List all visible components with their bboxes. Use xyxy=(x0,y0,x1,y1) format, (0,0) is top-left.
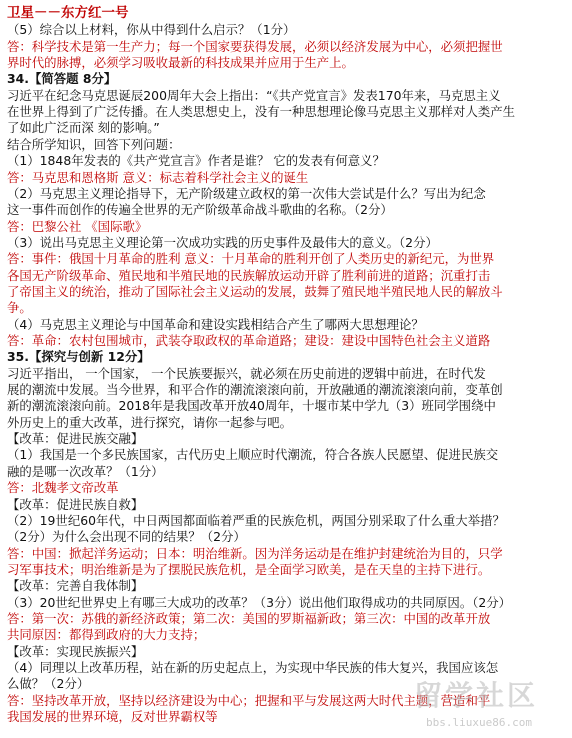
text-line-33: （2分）为什么会出现不同的结果？（2分） xyxy=(7,529,246,545)
text-line-38: 答：第一次：苏俄的新经济政策；第二次：美国的罗斯福新政；第三次：中国的改革开放 xyxy=(7,610,491,626)
text-line-18: 了帝国主义的统治，推动了国际社会主义运动的发展，鼓舞了殖民地半殖民地人民的解放斗 xyxy=(7,283,503,299)
text-line-13: 这一事件而创作的传遍全世界的无产阶级革命战斗歌曲的名称。（2分） xyxy=(7,202,393,218)
text-line-12: （2）马克思主义理论指导下，无产阶级建立政权的第一次伟大尝试是什么？写出为纪念 xyxy=(7,185,486,201)
text-line-7: 在世界上得到了广泛传播。在人类思想史上，没有一种思想理论像马克思主义那样对人类产生 xyxy=(7,104,516,120)
text-line-37: （3）20世纪世界史上有哪三大成功的改革？（3分）说出他们取得成功的共同原因。（2分） xyxy=(7,594,512,610)
watermark-url: bbs.liuxue86.com xyxy=(426,716,532,729)
text-line-29: 融的是哪一次改革？（1分） xyxy=(7,463,164,479)
text-line-6: 习近平在纪念马克思诞辰200周年大会上指出：“《共产党宣言》发表170年来，马克思主义 xyxy=(7,87,501,103)
text-line-26: 外历史上的重大改革，进行探究，请你一起参与吧。 xyxy=(7,414,292,430)
text-line-17: 各国无产阶级革命、殖民地和半殖民地的民族解放运动开辟了胜利前进的道路；沉重打击 xyxy=(7,267,491,283)
text-line-34: 答：中国：掀起洋务运动；日本：明治维新。因为洋务运动是在维护封建统治为目的，只学 xyxy=(7,545,503,561)
text-line-15: （3）说出马克思主义理论第一次成功实践的历史事件及最伟大的意义。（2分） xyxy=(7,234,438,250)
text-line-39: 共同原因：都得到政府的大力支持； xyxy=(7,627,206,643)
text-line-8: 了如此广泛而深 刻的影响。” xyxy=(7,120,160,136)
text-line-10: （1）1848年发表的《共产党宣言》作者是谁？ 它的发表有何意义？ xyxy=(7,153,385,169)
site-watermark xyxy=(408,676,572,738)
text-line-43: 答：坚持改革开放，坚持以经济建设为中心；把握和平与发展这两大时代主题，营造和平 xyxy=(7,692,491,708)
text-line-25: 新的潮流滚滚向前。2018年是我国改革开放40周年，十堰市某中学九（3）班同学围绕中 xyxy=(7,398,496,414)
text-line-4: 界时代的脉搏，必须学习吸收最新的科技成果并应用于生产上。 xyxy=(7,55,354,71)
text-line-9: 结合所学知识，回答下列问题： xyxy=(7,136,181,152)
text-line-40: 【改革：实现民族振兴】 xyxy=(7,643,144,659)
text-line-42: 么做？（2分） xyxy=(7,676,90,692)
text-line-22: 35.【探究与创新 12分】 xyxy=(7,349,150,365)
text-line-24: 展的潮流中发展。当今世界，和平合作的潮流滚滚向前，开放融通的潮流滚滚向前，变革创 xyxy=(7,382,503,398)
text-line-21: 答：革命：农村包围城市，武装夺取政权的革命道路；建设：建设中国特色社会主义道路 xyxy=(7,333,491,348)
text-line-1: 卫星－－东方红一号 xyxy=(7,5,129,21)
text-line-2: （5）综合以上材料，你从中得到什么启示？（1分） xyxy=(7,22,296,38)
watermark-logo-text: 留学社区 xyxy=(414,679,539,712)
text-line-41: （4）同理以上改革历程，站在新的历史起点上，为实现中华民族的伟大复兴，我国应该怎 xyxy=(7,660,499,675)
text-line-30: 答：北魏孝文帝改革 xyxy=(7,480,119,496)
text-line-20: （4）马克思主义理论与中国革命和建设实践相结合产生了哪两大思想理论？ xyxy=(7,316,424,332)
text-line-28: （1）我国是一个多民族国家，古代历史上顺应时代潮流，符合各族人民愿望、促进民族交 xyxy=(7,447,499,463)
text-line-44: 我国发展的世界环境，反对世界霸权等 xyxy=(7,709,218,725)
text-line-23: 习近平指出， 一个国家， 一个民族要振兴，就必须在历史前进的逻辑中前进，在时代发 xyxy=(7,365,486,381)
text-line-14: 答：巴黎公社 《国际歌》 xyxy=(7,218,148,234)
text-line-3: 答：科学技术是第一生产力；每一个国家要获得发展，必须以经济发展为中心，必须把握世 xyxy=(7,38,503,54)
text-line-16: 答：事件：俄国十月革命的胜利 意义：十月革命的胜利开创了人类历史的新纪元，为世界 xyxy=(7,251,495,267)
text-line-35: 习军事技术；明治维新是为了摆脱民族危机，是全面学习欧美，是在天皇的主持下进行。 xyxy=(7,561,491,577)
text-line-31: 【改革：促进民族自救】 xyxy=(7,496,144,512)
text-line-27: 【改革：促进民族交融】 xyxy=(7,431,144,447)
text-line-11: 答：马克思和恩格斯 意义：标志着科学社会主义的诞生 xyxy=(7,169,309,185)
text-line-36: 【改革：完善自我体制】 xyxy=(7,578,144,594)
text-line-5: 34.【简答题 8分】 xyxy=(7,71,117,87)
text-line-32: （2）19世纪60年代，中日两国都面临着严重的民族危机，两国分别采取了什么重大举措？ xyxy=(7,512,505,528)
text-line-19: 争。 xyxy=(7,300,32,316)
